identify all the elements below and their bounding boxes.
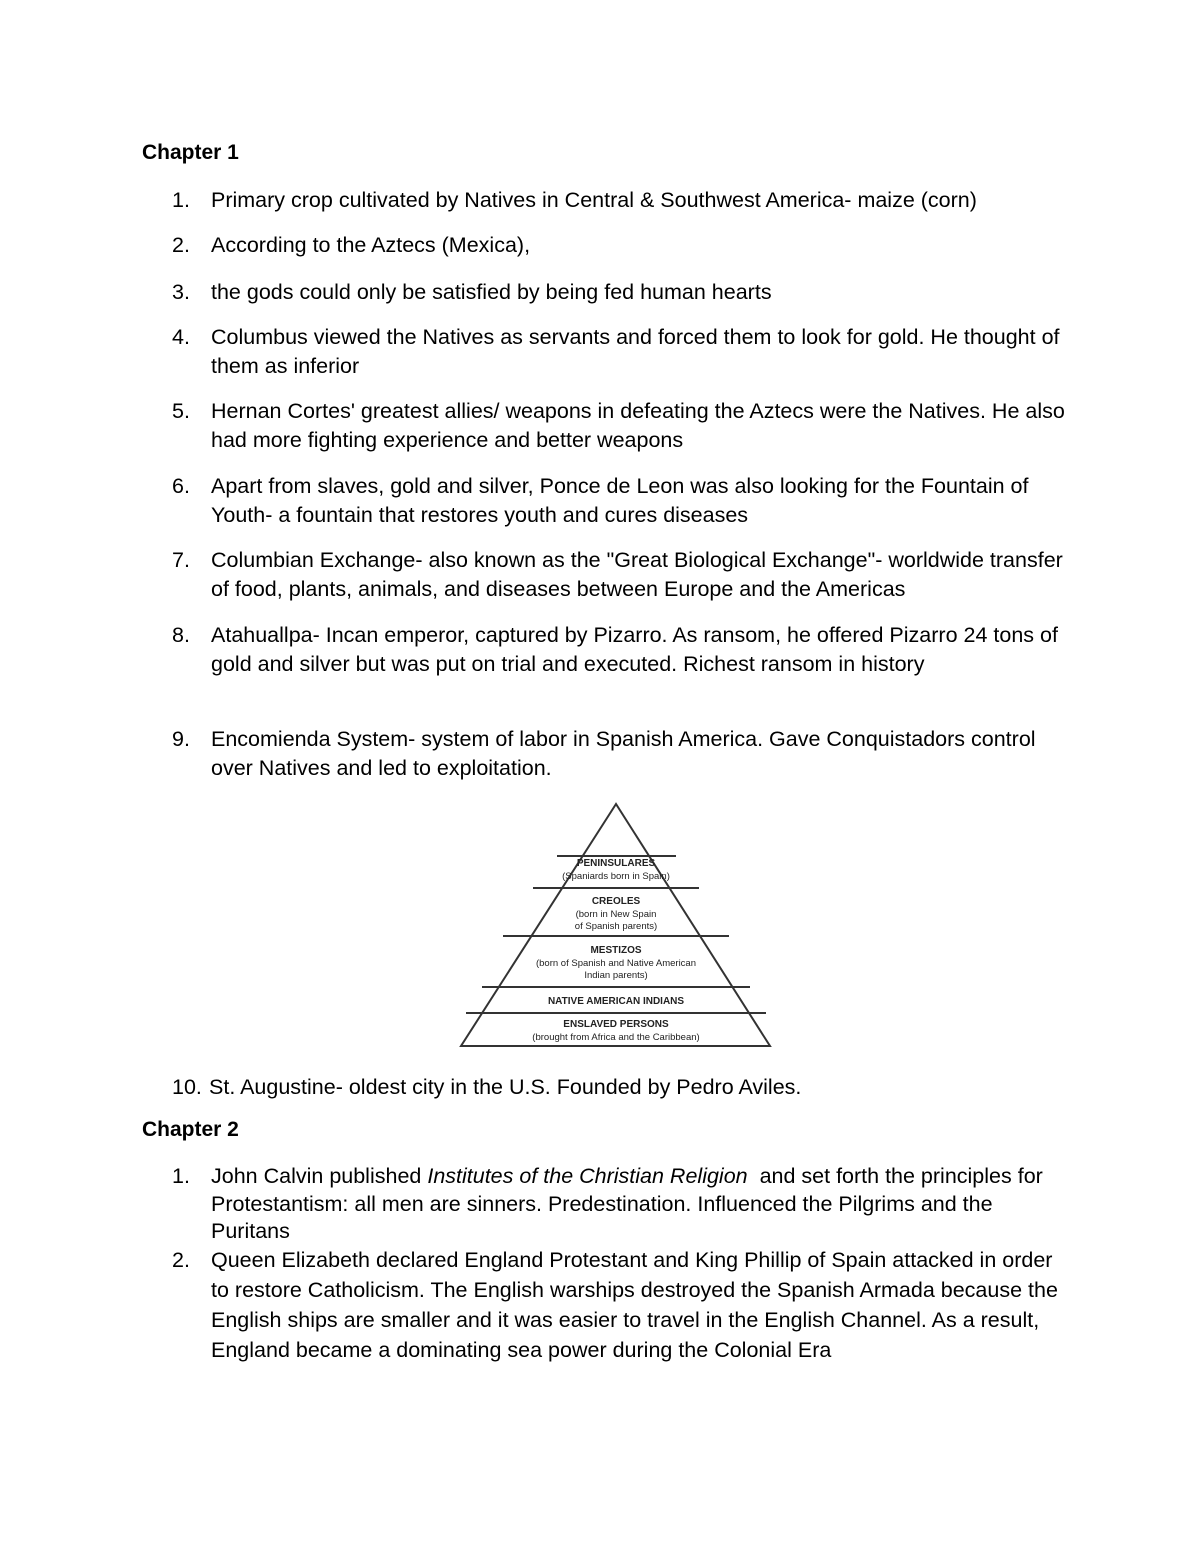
list-item <box>172 186 1072 215</box>
list-item <box>172 323 1072 381</box>
list-text: the gods could only be satisfied by being fed human hearts <box>211 280 772 304</box>
tier-description: (born in New Spain <box>575 909 657 920</box>
tier-title: CREOLES <box>591 896 641 907</box>
chapter-2-heading: Chapter 2 <box>142 1118 239 1141</box>
chapter-1-heading: Chapter 1 <box>142 141 239 164</box>
book-title: Institutes of the Christian Religion <box>427 1164 748 1188</box>
list-item <box>172 472 1072 530</box>
list-number: 5. <box>172 399 190 423</box>
tier-title: MESTIZOS <box>590 945 642 956</box>
list-text: Encomienda System- system of labor in Spanish America. Gave Conquistadors control over Natives and led to exploitation. <box>211 727 1036 780</box>
list-text: Atahuallpa- Incan emperor, captured by Pizarro. As ransom, he offered Pizarro 24 tons of gold and silver but was put on trial and executed. Richest ransom in history <box>211 623 1058 676</box>
tier-title: NATIVE AMERICAN INDIANS <box>547 996 685 1007</box>
list-text: St. Augustine- oldest city in the U.S. Founded by Pedro Aviles. <box>209 1075 802 1099</box>
list-item <box>172 725 1072 783</box>
list-text: Apart from slaves, gold and silver, Ponce de Leon was also looking for the Fountain of Youth- a fountain that restores youth and cures diseases <box>211 474 1029 527</box>
tier-title: PENINSULARES <box>576 858 656 869</box>
list-item <box>172 397 1072 455</box>
tier-description: (Spaniards born in Spain) <box>562 871 670 882</box>
list-item <box>172 621 1072 679</box>
list-number: 2. <box>172 1248 190 1272</box>
social-hierarchy-pyramid-diagram <box>458 797 776 1051</box>
list-item <box>172 278 1072 307</box>
list-number: 7. <box>172 548 190 572</box>
list-item <box>172 231 1072 260</box>
list-number: 8. <box>172 623 190 647</box>
text-segment: and set forth the principles for Protestantism: all men are sinners. Predestination. Influenced the Pilgrims and the Puritans <box>211 1164 1049 1243</box>
list-text: Columbian Exchange- also known as the "Great Biological Exchange"- worldwide transfer of food, plants, animals, and diseases between Europe and the Americas <box>211 548 1063 601</box>
tier-description: (brought from Africa and the Caribbean) <box>532 1032 700 1043</box>
list-number: 4. <box>172 325 190 349</box>
list-text: Queen Elizabeth declared England Protestant and King Phillip of Spain attacked in order to restore Catholicism. The English warships destroyed the Spanish Armada because the English ships are smaller and it was easier to travel in the English Channel. As a result, England became a dominating sea power during the Colonial Era <box>211 1248 1058 1362</box>
list-item <box>172 1073 1072 1102</box>
tier-description: Indian parents) <box>584 970 648 981</box>
list-text: Hernan Cortes' greatest allies/ weapons in defeating the Aztecs were the Natives. He also had more fighting experience and better weapons <box>211 399 1065 452</box>
list-number: 10. <box>172 1075 202 1099</box>
tier-description: of Spanish parents) <box>574 921 658 932</box>
list-text <box>211 1163 1072 1246</box>
list-number: 3. <box>172 280 190 304</box>
list-text: Columbus viewed the Natives as servants and forced them to look for gold. He thought of them as inferior <box>211 325 1060 378</box>
list-number: 6. <box>172 474 190 498</box>
list-number: 1. <box>172 188 190 212</box>
tier-title: ENSLAVED PERSONS <box>563 1019 669 1030</box>
list-item <box>172 1245 1072 1365</box>
list-number: 9. <box>172 727 190 751</box>
text-segment: John Calvin published <box>211 1164 428 1188</box>
list-number: 1. <box>172 1164 190 1188</box>
list-number: 2. <box>172 233 190 257</box>
list-item <box>172 1163 1072 1246</box>
list-text: According to the Aztecs (Mexica), <box>211 233 531 257</box>
list-text: Primary crop cultivated by Natives in Central & Southwest America- maize (corn) <box>211 188 977 212</box>
tier-description: (born of Spanish and Native American <box>535 958 697 969</box>
list-item <box>172 546 1072 604</box>
